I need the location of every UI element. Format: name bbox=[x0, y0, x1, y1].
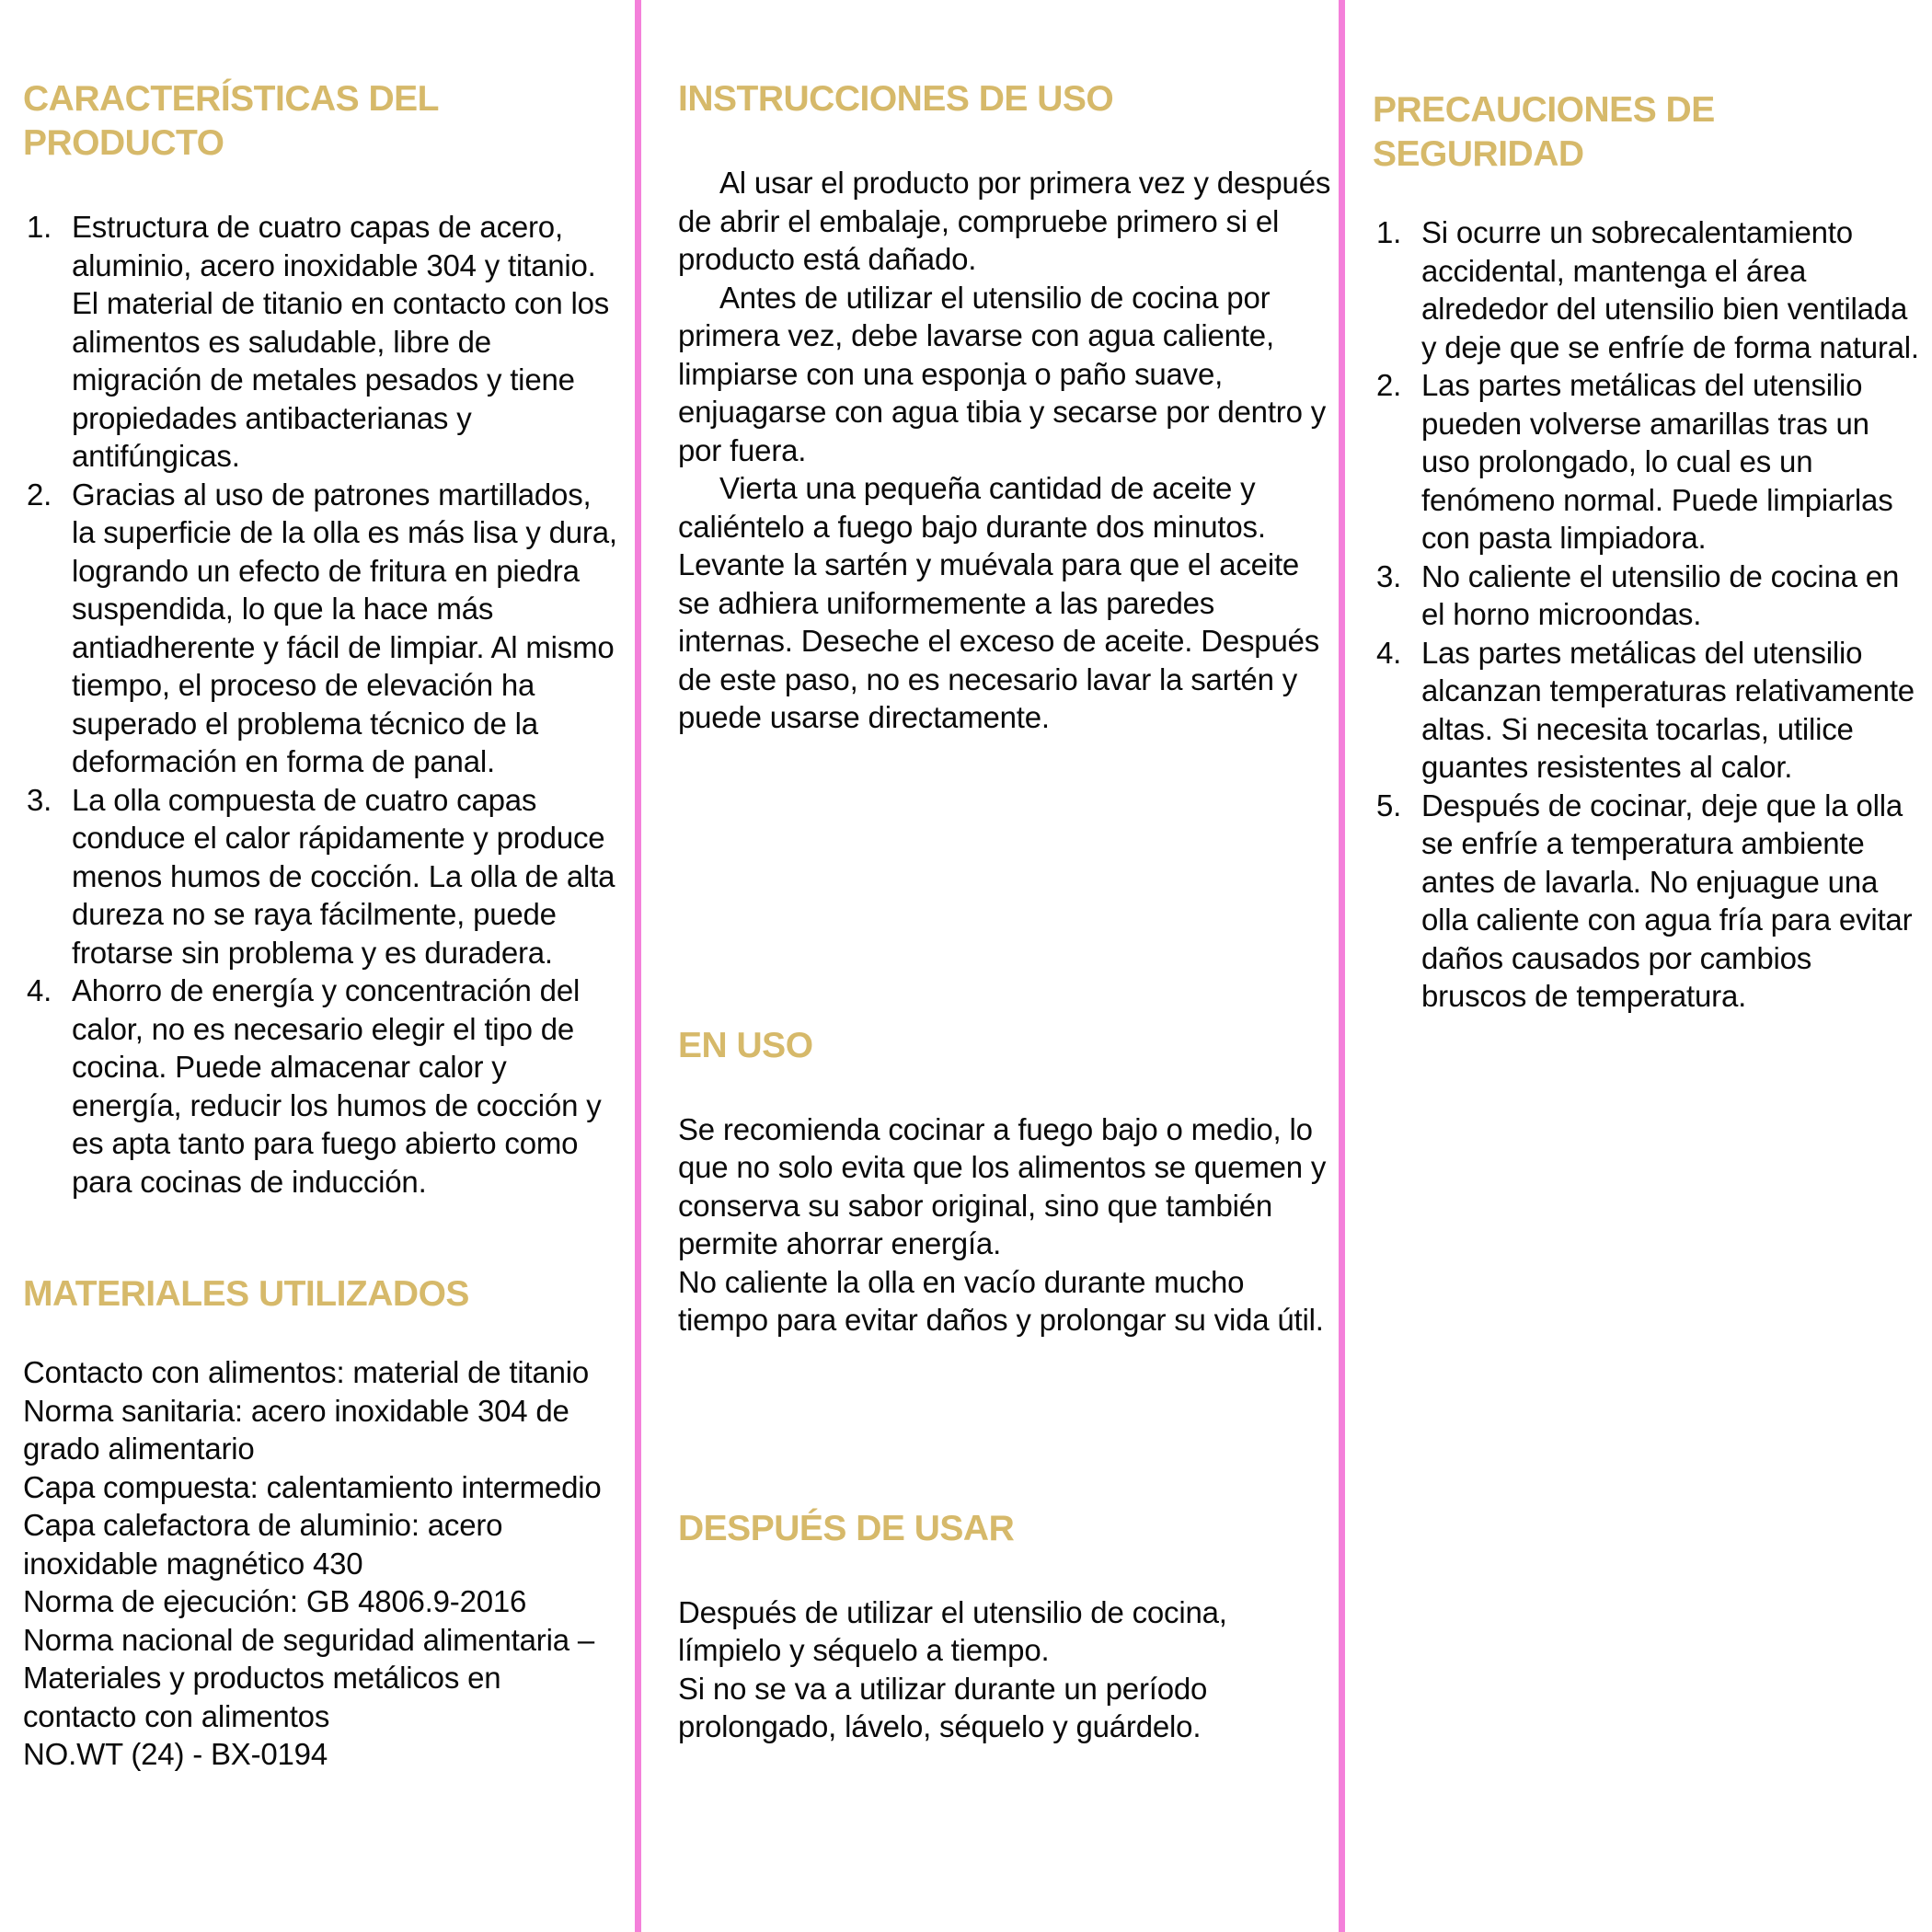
material-line-6: Norma nacional de seguridad alimentaria – Materiales y productos metálicos en contacto con alimentos bbox=[23, 1622, 594, 1733]
heading-caracteristicas-del-producto: CARACTERÍSTICAS DEL PRODUCTO bbox=[23, 79, 439, 163]
heading-en-uso: EN USO bbox=[678, 1025, 813, 1065]
in-use-paragraph-2: No caliente la olla en vacío durante mucho tiempo para evitar daños y prolongar su vida útil. bbox=[678, 1264, 1324, 1337]
precaution-item-5: Después de cocinar, deje que la olla se enfríe a temperatura ambiente antes de lavarla. No enjuague una olla caliente con agua fría para evitar daños causados por cambios bruscos de temperatura. bbox=[1421, 788, 1913, 1013]
material-line-3: Capa compuesta: calentamiento intermedio bbox=[23, 1469, 602, 1504]
after-use-paragraph-1: Después de utilizar el utensilio de cocina, límpielo y séquelo a tiempo. bbox=[678, 1594, 1227, 1667]
feature-item-1: Estructura de cuatro capas de acero, aluminio, acero inoxidable 304 y titanio. El material de titanio en contacto con los alimentos es saludable, libre de migración de metales pesados y tiene propiedades antibacterianas y antifúngicas. bbox=[72, 210, 610, 473]
material-line-1: Contacto con alimentos: material de titanio bbox=[23, 1355, 590, 1389]
instructions-paragraph-1: Al usar el producto por primera vez y después de abrir el embalaje, compruebe primero si el producto está dañado. bbox=[678, 166, 1331, 276]
heading-precauciones-de-seguridad: PRECAUCIONES DE SEGURIDAD bbox=[1373, 90, 1715, 174]
after-use-paragraphs bbox=[678, 1593, 1333, 1746]
material-line-7: NO.WT (24) - BX-0194 bbox=[23, 1737, 328, 1771]
precautions-list bbox=[1373, 213, 1919, 1016]
instructions-paragraphs bbox=[678, 164, 1333, 737]
in-use-paragraphs bbox=[678, 1110, 1333, 1340]
material-line-2: Norma sanitaria: acero inoxidable 304 de grado alimentario bbox=[23, 1393, 569, 1466]
material-line-5: Norma de ejecución: GB 4806.9-2016 bbox=[23, 1584, 527, 1618]
heading-instrucciones-de-uso: INSTRUCCIONES DE USO bbox=[678, 79, 1114, 119]
column-safety-precautions bbox=[1373, 0, 1919, 1016]
instructions-paragraph-2: Antes de utilizar el utensilio de cocina por primera vez, debe lavarse con agua caliente, limpiarse con una esponja o paño suave, enjuagarse con agua tibia y secarse por dentro y por fuera. bbox=[678, 280, 1327, 467]
heading-materiales-utilizados: MATERIALES UTILIZADOS bbox=[23, 1274, 469, 1314]
in-use-paragraph-1: Se recomienda cocinar a fuego bajo o medio, lo que no solo evita que los alimentos se quemen y conserva su sabor original, sino que también permite ahorrar energía. bbox=[678, 1111, 1327, 1260]
precaution-item-3: No caliente el utensilio de cocina en el horno microondas. bbox=[1421, 558, 1900, 631]
instructions-paragraph-3: Vierta una pequeña cantidad de aceite y caliéntelo a fuego bajo durante dos minutos. Levante la sartén y muévala para que el aceite se adhiera uniformemente a las paredes internas. Deseche el exceso de aceite. Después de este paso, no es necesario lavar la sartén y puede usarse directamente. bbox=[678, 471, 1320, 734]
features-list bbox=[23, 208, 619, 1201]
column-divider-right bbox=[1339, 0, 1345, 1932]
feature-item-4: Ahorro de energía y concentración del calor, no es necesario elegir el tipo de cocina. Puede almacenar calor y energía, reducir los humos de cocción y es apta tanto para fuego abierto como para cocinas de inducción. bbox=[72, 973, 602, 1199]
column-usage-instructions bbox=[678, 0, 1333, 1746]
after-use-paragraph-2: Si no se va a utilizar durante un período prolongado, lávelo, séquelo y guárdelo. bbox=[678, 1671, 1208, 1743]
column-divider-left bbox=[635, 0, 641, 1932]
precaution-item-2: Las partes metálicas del utensilio pueden volverse amarillas tras un uso prolongado, lo cual es un fenómeno normal. Puede limpiarlas con pasta limpiadora. bbox=[1421, 368, 1893, 555]
feature-item-2: Gracias al uso de patrones martillados, la superficie de la olla es más lisa y dura, logrando un efecto de fritura en piedra suspendida, lo que la hace más antiadherente y fácil de limpiar. Al mismo tiempo, el proceso de elevación ha superado el problema técnico de la deformación en forma de panal. bbox=[72, 477, 617, 778]
feature-item-3: La olla compuesta de cuatro capas conduce el calor rápidamente y produce menos humos de cocción. La olla de alta dureza no se raya fácilmente, puede frotarse sin problema y es duradera. bbox=[72, 782, 615, 970]
precaution-item-4: Las partes metálicas del utensilio alcanzan temperaturas relativamente altas. Si necesita tocarlas, utilice guantes resistentes al calor. bbox=[1421, 635, 1915, 784]
heading-despues-de-usar: DESPUÉS DE USAR bbox=[678, 1508, 1015, 1548]
materials-list bbox=[23, 1353, 619, 1774]
material-line-4: Capa calefactora de aluminio: acero inoxidable magnético 430 bbox=[23, 1508, 503, 1581]
column-product-features bbox=[23, 0, 619, 1774]
precaution-item-1: Si ocurre un sobrecalentamiento accidental, mantenga el área alrededor del utensilio bien ventilada y deje que se enfríe de forma natural. bbox=[1421, 215, 1919, 364]
